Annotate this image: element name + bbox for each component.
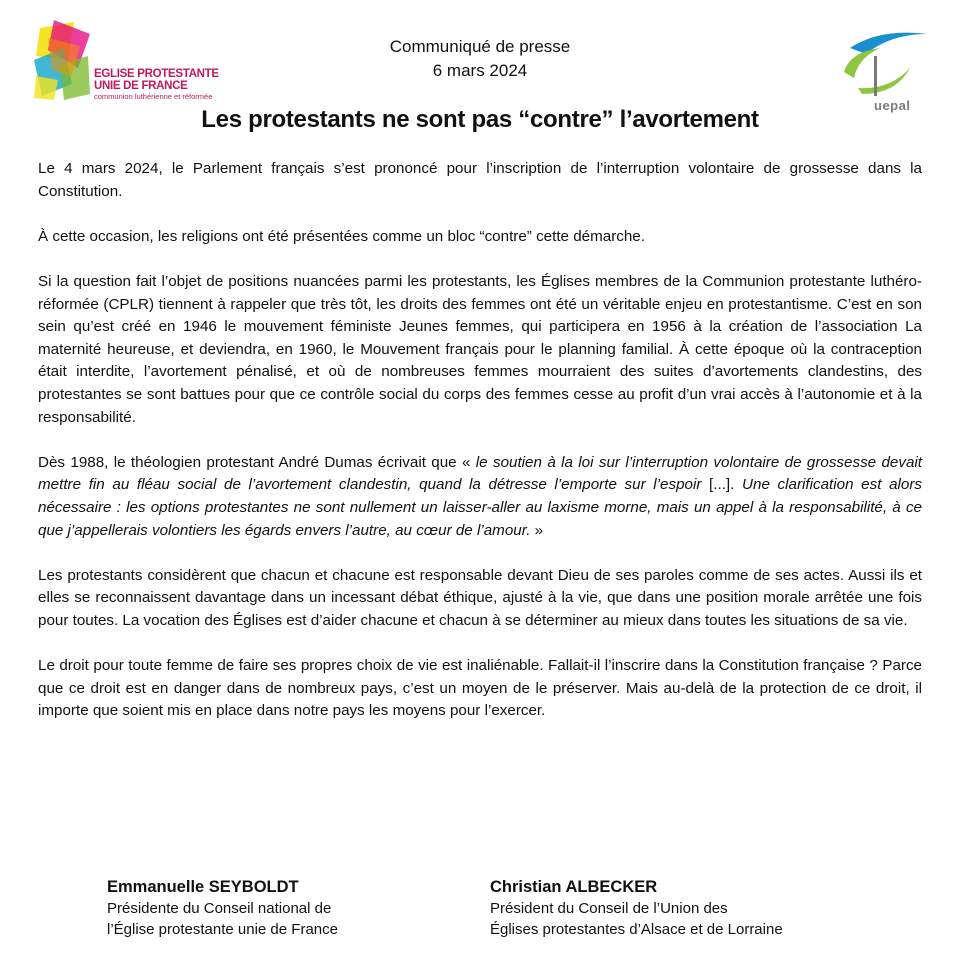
signatory-role-line1: Présidente du Conseil national de [107, 900, 332, 917]
signature-block-2 [490, 876, 783, 940]
paragraph-3: Si la question fait l’objet de positions nuancées parmi les protestants, les Églises membres de la Communion protestante luthéro-réformée (CPLR) tiennent à rappeler que très tôt, les droits des femmes ont été un véritable enjeu en protestantisme. C’est en son sein qu’est créé en 1946 le mouvement féministe Jeunes femmes, qui participera en 1956 à la création de l’association La maternité heureuse, et deviendra, en 1960, le Mouvement français pour le planning familial. À cette époque où la contraception était interdite, l’avortement pénalisé, et où de nombreuses femmes mourraient des suites d’avortements clandestins, des protestantes se sont battues pour que ce contrôle social du corps des femmes cesse au profit d’un vrai accès à l’autonomie et à la responsabilité. [38, 272, 922, 426]
epudf-logo-line2: UNIE DE FRANCE [94, 80, 188, 92]
document-date: 6 mars 2024 [432, 61, 528, 80]
paragraph-6: Le droit pour toute femme de faire ses propres choix de vie est inaliénable. Fallait-il l’inscrire dans la Constitution française ? Parce que ce droit est en danger dans de nombreux pays, c’est un moyen de le préserver. Mais au-delà de la protection de ce droit, il importe que soient mis en place dans notre pays les moyens pour l’exercer. [38, 657, 922, 720]
quote-ellipsis: [...]. [701, 476, 743, 494]
epudf-logo-line1: EGLISE PROTESTANTE [94, 68, 219, 80]
epudf-logo-line3: communion luthérienne et réformée [94, 92, 213, 101]
paragraph-5: Les protestants considèrent que chacun et chacune est responsable devant Dieu de ses paroles comme de ses actes. Aussi ils et elles se reconnaissent davantage dans un incessant débat éthique, ajusté à la vie, que dans une position morale arrêtée une fois pour toutes. La vocation des Églises est d’aider chacune et chacun à se déterminer au mieux dans toutes les situations de sa vie. [38, 566, 922, 629]
press-release-body [38, 158, 922, 745]
paragraph-4 [38, 452, 922, 542]
signatory-name: Emmanuelle SEYBOLDT [107, 878, 299, 896]
quote-part-2: Une clarification est alors nécessaire : les options protestantes ne sont nullement un laisser-aller au laxisme morne, mais un appel à la responsabilité, à ce que j’appellerais volontiers les égards envers l’autre, au cœur de l’amour. [38, 476, 922, 539]
quote-part-1: le soutien à la loi sur l’interruption volontaire de grossesse devait mettre fin au fléau social de l’avortement clandestin, quand la détresse l’emporte sur l’espoir [38, 453, 922, 494]
signatory-role-line2: l’Église protestante unie de France [107, 921, 338, 938]
uepal-logo-word: uepal [874, 98, 911, 113]
document-type: Communiqué de presse [389, 37, 571, 56]
page-title: Les protestants ne sont pas “contre” l’avortement [201, 106, 759, 133]
paragraph-1: Le 4 mars 2024, le Parlement français s’est prononcé pour l’inscription de l’interruption volontaire de grossesse dans la Constitution. [38, 160, 922, 200]
quote-intro: Dès 1988, le théologien protestant André Dumas écrivait que « [38, 453, 476, 471]
quote-close: » [530, 521, 544, 539]
signature-block-1 [107, 876, 338, 940]
signatory-role-line1: Président du Conseil de l’Union des [490, 900, 728, 917]
signatory-name: Christian ALBECKER [490, 878, 658, 896]
paragraph-2: À cette occasion, les religions ont été présentées comme un bloc “contre” cette démarche. [38, 227, 645, 245]
signatory-role-line2: Églises protestantes d’Alsace et de Lorraine [490, 921, 783, 938]
